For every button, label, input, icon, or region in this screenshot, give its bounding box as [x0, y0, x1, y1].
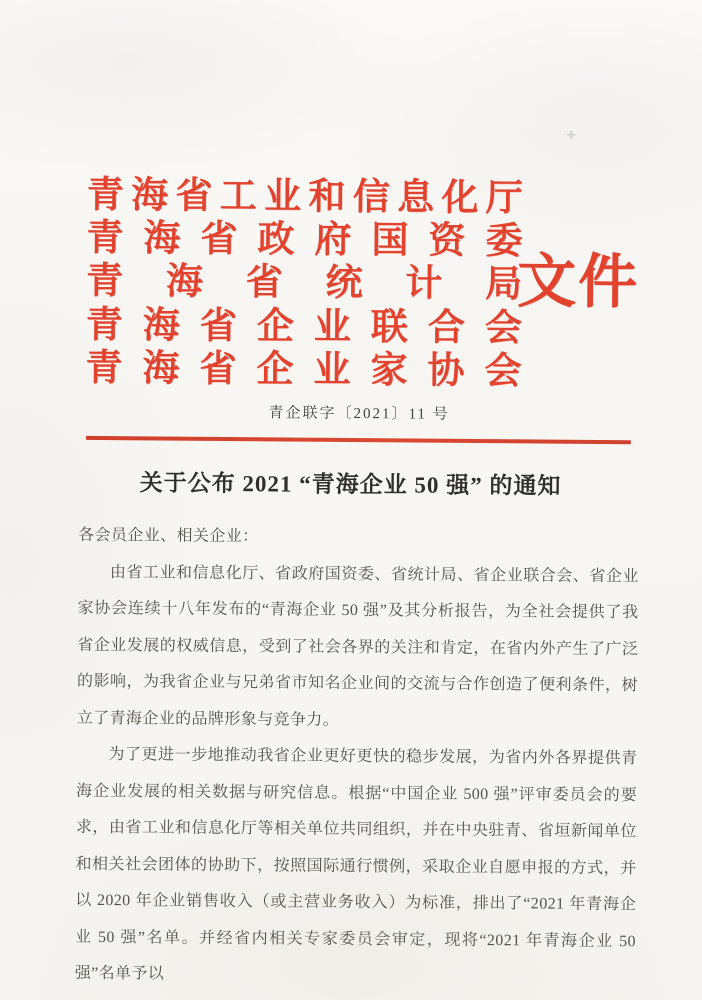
salutation: 各会员企业、相关企业： — [78, 526, 259, 546]
org-name-line-4: 青 海 省 企 业 联 合 会 — [85, 304, 522, 349]
red-divider-line — [86, 436, 631, 444]
org-name-line-3: 青 海 省 统 计 局 — [85, 261, 523, 306]
document-body — [75, 518, 640, 997]
registration-mark: ✛ — [566, 129, 576, 142]
document-mark-wenjian: 文件 — [516, 248, 640, 316]
body-paragraph-2: 为了更进一步地推动我省企业更好更快的稳步发展，为省内外各界提供青海企业发展的相关数据与研究信息。根据“中国企业 500 强”评审委员会的要求，由省工业和信息化厅等相关单位共同组织，并在中央驻青、省垣新闻单位和相关社会团体的协助下，按照国际通行惯例，采取企业自愿申报的方式，并以 2020 年企业销售收入（或主营业务收入）为标准，排出了“2021 年青海企业 50 强”名单。并经省内相关专家委员会审定，现将“2021 年青海企业 50 强”名单予以 — [74, 746, 638, 983]
document-title: 关于公布 2021 “青海企业 50 强” 的通知 — [139, 470, 562, 499]
body-paragraph-1: 由省工业和信息化厅、省政府国资委、省统计局、省企业联合会、省企业家协会连续十八年发布的“青海企业 50 强”及其分析报告，为全社会提供了我省企业发展的权威信息，受到了社会各界的关注和肯定，在省内外产生了广泛的影响，为我省企业与兄弟省市知名企业间的交流与合作创造了便利条件，树立了青海企业的品牌形象与竞争力。 — [76, 563, 639, 729]
org-name-line-2: 青 海 省 政 府 国 资 委 — [86, 218, 523, 263]
document-number: 青企联字〔2021〕11 号 — [268, 405, 450, 423]
letterhead-org-block — [85, 174, 523, 393]
org-name-line-1: 青 海 省 工 业 和 信 息 化 厅 — [86, 174, 523, 220]
org-name-line-5: 青 海 省 企 业 家 协 会 — [85, 347, 522, 393]
